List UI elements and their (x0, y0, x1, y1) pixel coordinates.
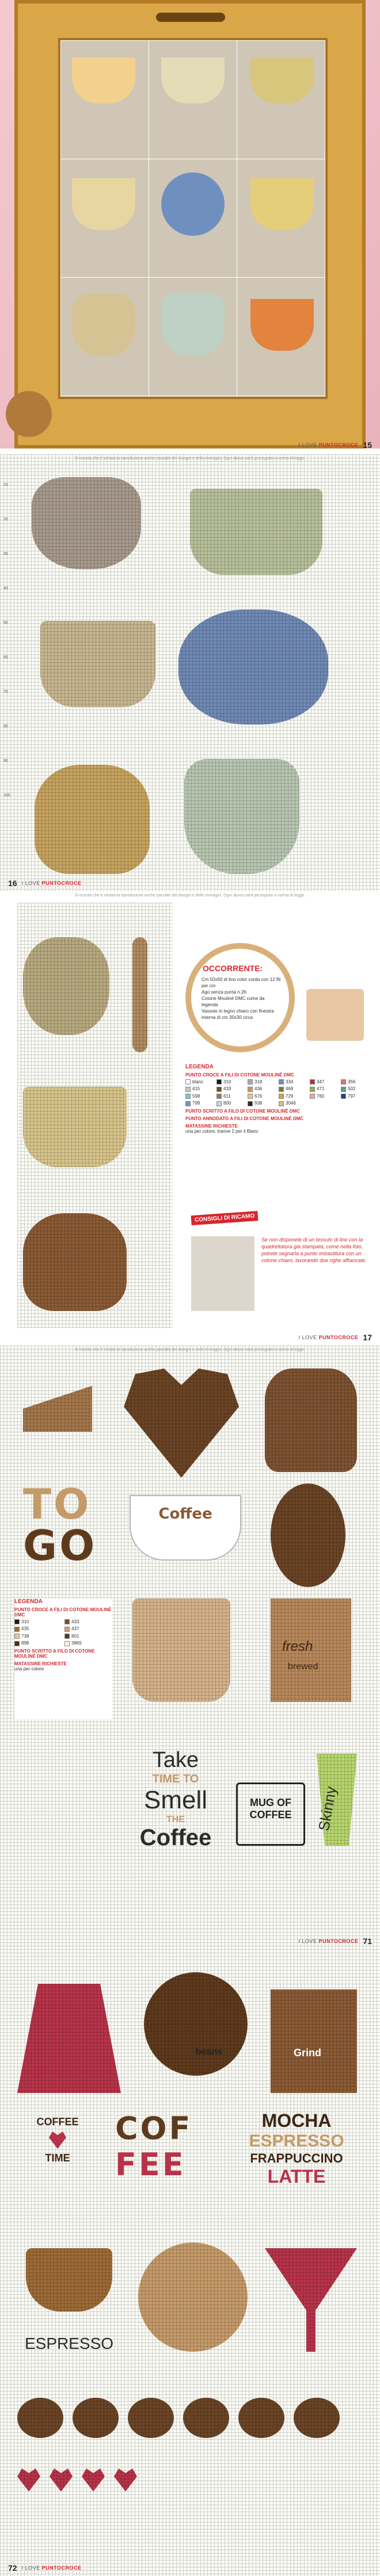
brand-label: I LOVE PUNTOCROCE (21, 2565, 82, 2571)
espresso-cup (17, 2248, 121, 2363)
consiglio-box (185, 1213, 370, 1328)
legend-colors (185, 1079, 370, 1106)
espresso-word: ESPRESSO (24, 2334, 114, 2352)
go-word: GO (23, 1521, 97, 1570)
teacup-motif (72, 178, 135, 230)
coffee-bean-pattern (294, 2398, 340, 2438)
coffee-time-2: TIME (45, 2152, 70, 2164)
bean-border (17, 2398, 363, 2513)
skinny-cup (311, 1748, 363, 1874)
color-code: 738 (21, 1633, 29, 1639)
color-swatch (341, 1079, 346, 1084)
heart-pattern (17, 2468, 40, 2491)
consiglio-title: CONSIGLI DI RICAMO (191, 1211, 259, 1225)
cof-word: COF (115, 2110, 193, 2146)
legend-color-entry (14, 1640, 62, 1646)
color-code: 729 (286, 1093, 294, 1099)
legend-box (14, 1598, 112, 1719)
page-15 (0, 0, 380, 454)
menu-list: MOCHA ESPRESSO FRAPPUCCINO LATTE (249, 2110, 344, 2187)
jug-pattern (184, 759, 299, 874)
heart-icon (49, 2132, 66, 2149)
color-swatch (216, 1087, 222, 1092)
legend-color-entry (64, 1619, 112, 1624)
tray-handle (156, 13, 225, 22)
color-code: 334 (286, 1079, 294, 1084)
color-code: 310 (21, 1619, 29, 1624)
heart-pattern (50, 2468, 73, 2491)
color-code: 356 (348, 1079, 356, 1084)
beans-circle-pattern (144, 1972, 248, 2076)
brand-label: I LOVE PUNTOCROCE (21, 880, 82, 886)
copyright-line: Si ricorda che è vietata la riproduzione anche parziale dei disegni e delle immagini. Ogni abuso sarà perseguito a norma di legge. (74, 457, 306, 461)
color-code: 797 (348, 1093, 356, 1099)
to-word: TO (23, 1480, 92, 1528)
legend-color-entry (279, 1101, 307, 1106)
color-swatch (216, 1101, 222, 1106)
legend-color-entry (310, 1094, 339, 1099)
sugar-bowl-pattern (23, 1213, 127, 1311)
jug-motif (161, 293, 225, 356)
legend-color-entry (248, 1094, 276, 1099)
legend-color-entry (279, 1079, 307, 1084)
legend-color-entry (216, 1094, 245, 1099)
color-swatch (248, 1101, 253, 1106)
legend-section: MATASSINE RICHIESTE (14, 1661, 67, 1666)
linen-embroidery (58, 38, 328, 399)
color-swatch (64, 1641, 70, 1646)
coffee-pot-pattern (265, 1368, 357, 1472)
legend-section: PUNTO CROCE A FILI DI COTONE MOULINÉ DMC (185, 1072, 294, 1078)
latte-art-pattern (138, 2242, 248, 2352)
page-17 (0, 891, 380, 1346)
color-swatch (64, 1619, 70, 1624)
color-swatch (248, 1079, 253, 1084)
color-code: 310 (223, 1079, 231, 1084)
coffee-bean-pattern (238, 2398, 284, 2438)
coffee-word: Coffee (158, 1505, 212, 1523)
color-code: 437 (71, 1626, 79, 1632)
legend-color-entry (216, 1101, 245, 1106)
legend-color-entry (248, 1086, 276, 1091)
coffee-bean-heart-pattern (124, 1368, 239, 1478)
legend-color-entry (310, 1086, 339, 1091)
cookie (6, 391, 52, 437)
teacup-motif (250, 178, 314, 230)
coffee-bean-pattern (128, 2398, 174, 2438)
legend-section: PUNTO SCRITTO A FILO DI COTONE MOULINÉ DMC (185, 1108, 300, 1114)
beans-circle (144, 1972, 248, 2087)
grind-word: Grind (294, 2047, 321, 2058)
color-swatch (64, 1634, 70, 1639)
color-swatch (185, 1079, 191, 1084)
color-swatch (185, 1094, 191, 1099)
legend-color-entry (341, 1079, 370, 1084)
teacup-motif (250, 299, 314, 351)
color-code: 598 (192, 1093, 200, 1099)
legend-color-entry (216, 1079, 245, 1084)
time-to-word: TIME TO (152, 1773, 199, 1785)
take-word: Take (152, 1748, 199, 1772)
sugar-bowl-pattern (35, 765, 150, 874)
page-72 (0, 1949, 380, 2576)
color-swatch (341, 1094, 346, 1099)
color-code: 471 (317, 1086, 325, 1092)
brand-label: I LOVE PUNTOCROCE (298, 442, 359, 448)
legend-section: PUNTO ANNODATO A FILI DI COTONE MOULINÉ DMC (185, 1116, 304, 1121)
take-time-text (124, 1748, 227, 1851)
wooden-tray (14, 0, 366, 448)
coffee-time-1: COFFEE (36, 2116, 79, 2128)
legend-color-entry (279, 1094, 307, 1099)
color-code: 938 (254, 1101, 263, 1106)
smell-word: Smell (143, 1786, 208, 1814)
fresh-brewed-text (265, 1598, 357, 1702)
coffee-word: Coffee (139, 1825, 212, 1850)
legend-color-entry (185, 1094, 214, 1099)
color-swatch (14, 1634, 20, 1639)
chart-strip (17, 903, 173, 1328)
the-word: THE (166, 1815, 185, 1824)
color-swatch (279, 1079, 284, 1084)
color-swatch (279, 1094, 284, 1099)
legend-section: PUNTO CROCE A FILI DI COTONE MOULINÉ DMC (14, 1607, 112, 1617)
color-code: 435 (21, 1626, 29, 1632)
espresso-cup-pattern (26, 2248, 112, 2312)
coffee-bean-pattern (73, 2398, 119, 2438)
legend-color-entry (185, 1079, 214, 1084)
sugar-bowl-motif (72, 293, 135, 356)
page-number: 72 I LOVE PUNTOCROCE (8, 2563, 82, 2573)
color-swatch (14, 1627, 20, 1632)
legend-color-entry (14, 1619, 62, 1624)
legend-note: una per colore, tranne 2 per il Blanc (185, 1128, 259, 1134)
color-swatch (64, 1627, 70, 1632)
color-swatch (248, 1094, 253, 1099)
cocktail-glass-pattern (265, 2248, 357, 2352)
occorrente-title: OCCORRENTE: (203, 964, 263, 973)
copyright-line: Si ricorda che è vietata la riproduzione anche parziale dei disegni e delle immagini. Ogni abuso sarà perseguito a norma di legge. (74, 1348, 306, 1352)
teacup-pattern (40, 621, 155, 707)
color-code: 433 (71, 1619, 79, 1624)
color-code: 502 (348, 1086, 356, 1092)
color-swatch (248, 1087, 253, 1092)
legend-color-entry (14, 1634, 62, 1639)
teacup-pattern (23, 1087, 127, 1167)
color-code: 347 (317, 1079, 325, 1084)
color-code: 469 (286, 1086, 294, 1092)
grinder (271, 1972, 357, 2093)
occorrente-list: Cm 50x50 di lino color corda con 12 fili per cm Ago senza punta n.26 Cotone Mouliné DMC come da legenda Vassoio in legno chiaro con finestra interna di cm 30x30 circa (202, 977, 281, 1020)
legend-color-entry (64, 1626, 112, 1631)
legend-color-entry (14, 1626, 62, 1631)
coffee-bean-pattern (183, 2398, 229, 2438)
legend-section: PUNTO SCRITTO A FILO DI COTONE MOULINÉ DMC (14, 1648, 95, 1659)
coffee-cup-pattern (130, 1495, 241, 1561)
coffee-pot-pattern (17, 1984, 121, 2093)
color-swatch (14, 1619, 20, 1624)
color-code: 799 (192, 1101, 200, 1106)
legend-color-entry (216, 1086, 245, 1091)
legend-colors (14, 1619, 112, 1646)
sugar-bowl-pattern (23, 937, 109, 1035)
color-swatch (341, 1087, 346, 1092)
legend-color-entry (310, 1079, 339, 1084)
coffee-time-box (17, 2116, 98, 2164)
legend-color-entry (185, 1086, 214, 1091)
color-swatch (185, 1087, 191, 1092)
color-code: 676 (254, 1093, 263, 1099)
teapot-motif (161, 172, 225, 236)
fabric-swatch (306, 989, 364, 1041)
brand-label: I LOVE PUNTOCROCE (298, 1938, 359, 1944)
copyright-line: Si ricorda che è vietata la riproduzione anche parziale dei disegni e delle immagini. Ogni abuso sarà perseguito a norma di legge. (74, 894, 306, 898)
color-swatch (14, 1641, 20, 1646)
color-code: 415 (192, 1086, 200, 1092)
legend-note: una per colore (14, 1666, 44, 1672)
page-number: I LOVE PUNTOCROCE 15 (298, 440, 372, 450)
color-code: 3046 (286, 1101, 296, 1106)
color-swatch (310, 1094, 315, 1099)
color-swatch (310, 1079, 315, 1084)
legend-section: MATASSINE RICHIESTE (185, 1123, 238, 1129)
fee-word: FEE (115, 2146, 186, 2183)
heart-pattern (114, 2468, 137, 2491)
teacup-pattern (190, 489, 322, 575)
brand-label: I LOVE PUNTOCROCE (298, 1335, 359, 1340)
legend-color-entry (341, 1094, 370, 1099)
coffee-glass-pattern (132, 1598, 230, 1702)
color-code: 3865 (71, 1640, 82, 1646)
sugar-bowl-pattern (32, 477, 141, 569)
heart-pattern (82, 2468, 105, 2491)
color-swatch (310, 1087, 315, 1092)
fabric-photo (191, 1236, 254, 1311)
legend-box (185, 1064, 370, 1202)
cake-slice-pattern (23, 1374, 92, 1432)
color-code: 611 (223, 1093, 231, 1099)
fresh-word: fresh (282, 1639, 313, 1654)
occorrente-box (185, 943, 370, 1052)
color-code: 436 (254, 1086, 263, 1092)
color-code: 760 (317, 1093, 325, 1099)
teapot-pattern (178, 610, 328, 724)
page-number: I LOVE PUNTOCROCE 71 (298, 1937, 372, 1946)
legend-title: LEGENDA (14, 1598, 43, 1605)
coffee-bean-pattern (271, 1483, 345, 1587)
legend-color-entry (185, 1101, 214, 1106)
color-swatch (185, 1101, 191, 1106)
cof-fee-box (115, 2110, 207, 2183)
page-number: 16 I LOVE PUNTOCROCE (8, 879, 82, 888)
color-swatch (279, 1101, 284, 1106)
mug-of-coffee (236, 1782, 305, 1846)
color-swatch (216, 1094, 222, 1099)
color-swatch (216, 1079, 222, 1084)
skinny-word: Skinny (314, 1785, 340, 1833)
legend-color-entry (248, 1079, 276, 1084)
color-code: blanc (192, 1079, 204, 1084)
legend-color-entry (341, 1086, 370, 1091)
page-number: I LOVE PUNTOCROCE 17 (298, 1333, 372, 1342)
grinder-pattern (271, 1989, 357, 2093)
coffee-bean-pattern (17, 2398, 63, 2438)
to-go-text (23, 1480, 109, 1570)
color-code: 318 (254, 1079, 263, 1084)
mug-of-word: MUG OF (250, 1797, 291, 1808)
brewed-word: brewed (288, 1662, 318, 1672)
color-code: 898 (21, 1640, 29, 1646)
teacup-motif (161, 57, 225, 103)
consiglio-text: Se non disponete di un tessuto di lino con la quadrettatura già stampata, come nella foto, potrete segnarla a punto imbastitura con un cotone chiaro, lavorando due righe affiancate. (261, 1237, 367, 1263)
legend-color-entry (248, 1101, 276, 1106)
axis-numbers: 10 20 30 40 50 60 70 80 90 100 (3, 483, 10, 798)
page-71 (0, 1346, 380, 1949)
legend-title: LEGENDA (185, 1064, 214, 1070)
teacup-motif (72, 57, 135, 103)
spoon-pattern (132, 937, 147, 1052)
color-code: 801 (71, 1633, 79, 1639)
teacup-motif (250, 57, 314, 103)
legend-color-entry (64, 1634, 112, 1639)
color-code: 433 (223, 1086, 231, 1092)
color-code: 800 (223, 1101, 231, 1106)
legend-color-entry (64, 1640, 112, 1646)
page-16 (0, 454, 380, 891)
color-swatch (279, 1087, 284, 1092)
coffee-mug-word: COFFEE (249, 1809, 292, 1820)
beans-word: beans (196, 2047, 223, 2057)
legend-color-entry (279, 1086, 307, 1091)
